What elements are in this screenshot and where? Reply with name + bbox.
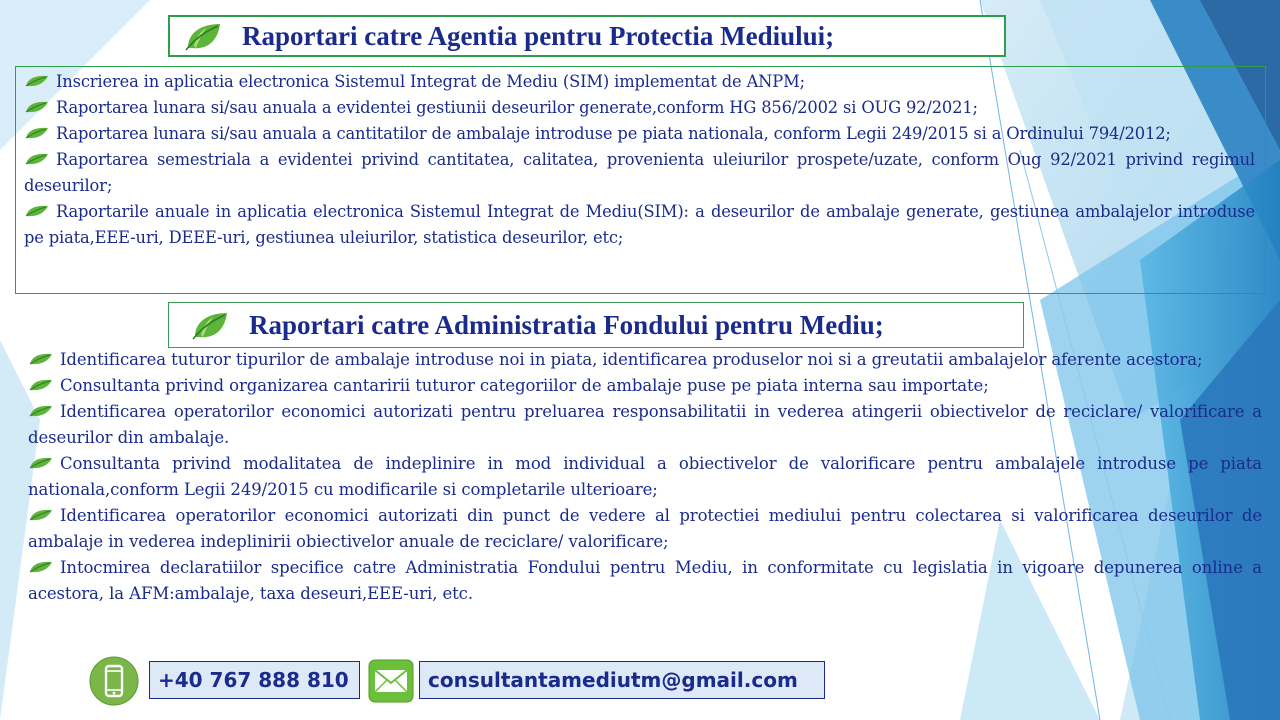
item-text: Inscrierea in aplicatia electronica Sistemul Integrat de Mediu (SIM) implementat de ANPM;	[56, 72, 805, 91]
leaf-icon	[191, 309, 231, 341]
email-address[interactable]: consultantamediutm@gmail.com	[419, 661, 825, 699]
leaf-bullet-icon	[24, 152, 50, 166]
leaf-bullet-icon	[24, 126, 50, 140]
list-item	[24, 69, 1255, 95]
list-item	[24, 199, 1255, 251]
leaf-bullet-icon	[24, 100, 50, 114]
item-text: Consultanta privind organizarea cantaririi tuturor categoriilor de ambalaje puse pe piata interna sau importate;	[60, 376, 989, 395]
item-text: Raportarea semestriala a evidentei privind cantitatea, calitatea, provenienta uleiurilor prospete/uzate, conform Oug 92/2021 privind regimul deseurilor;	[24, 150, 1255, 195]
leaf-icon	[184, 20, 224, 52]
item-text: Consultanta privind modalitatea de indeplinire in mod individual a obiectivelor de valorificare pentru ambalajele introduse pe piata nationala,conform Legii 249/2015 cu modificarile si completarile ulterioare;	[28, 454, 1262, 499]
leaf-bullet-icon	[28, 560, 54, 574]
item-text: Identificarea operatorilor economici autorizati din punct de vedere al protectiei mediului pentru colectarea si valorificarea deseurilor de ambalaje in vederea indeplinirii obiectivelor anuale de reciclare/ valorificare;	[28, 506, 1262, 551]
section1-title: Raportari catre Agentia pentru Protectia Mediului;	[242, 20, 835, 51]
list-item	[28, 399, 1262, 451]
section1-title-box	[168, 15, 1006, 57]
leaf-bullet-icon	[24, 204, 50, 218]
section2-title: Raportari catre Administratia Fondului pentru Mediu;	[249, 309, 884, 340]
list-item	[28, 555, 1262, 607]
item-text: Raportarile anuale in aplicatia electronica Sistemul Integrat de Mediu(SIM): a deseurilor de ambalaje generate, gestiunea ambalajelor introduse pe piata,EEE-uri, DEEE-uri, gestiunea uleiurilor, statistica deseurilor, etc;	[24, 202, 1255, 247]
list-item	[24, 121, 1255, 147]
phone-number[interactable]: +40 767 888 810	[149, 661, 360, 699]
item-text: Intocmirea declaratiilor specifice catre Administratia Fondului pentru Mediu, in conformitate cu legislatia in vigoare depunerea online a acestora, la AFM:ambalaje, taxa deseuri,EEE-uri, etc.	[28, 558, 1262, 603]
leaf-bullet-icon	[28, 404, 54, 418]
section2-title-box	[168, 302, 1024, 348]
item-text: Identificarea tuturor tipurilor de ambalaje introduse noi in piata, identificarea produselor noi si a greutatii ambalajelor aferente acestora;	[60, 350, 1203, 369]
section1-list	[15, 66, 1266, 294]
item-text: Raportarea lunara si/sau anuala a evidentei gestiunii deseurilor generate,conform HG 856/2002 si OUG 92/2021;	[56, 98, 978, 117]
mail-icon[interactable]	[368, 659, 414, 703]
leaf-bullet-icon	[28, 378, 54, 392]
leaf-bullet-icon	[28, 352, 54, 366]
item-text: Identificarea operatorilor economici autorizati pentru preluarea responsabilitatii in vederea atingerii obiectivelor de reciclare/ valorificare a deseurilor din ambalaje.	[28, 402, 1262, 447]
list-item	[28, 451, 1262, 503]
list-item	[24, 147, 1255, 199]
list-item	[28, 503, 1262, 555]
list-item	[28, 347, 1262, 373]
list-item	[24, 95, 1255, 121]
leaf-bullet-icon	[24, 74, 50, 88]
phone-icon[interactable]	[89, 656, 139, 706]
leaf-bullet-icon	[28, 456, 54, 470]
item-text: Raportarea lunara si/sau anuala a cantitatilor de ambalaje introduse pe piata nationala, conform Legii 249/2015 si a Ordinului 794/2012;	[56, 124, 1171, 143]
list-item	[28, 373, 1262, 399]
section2-list	[24, 347, 1269, 637]
leaf-bullet-icon	[28, 508, 54, 522]
